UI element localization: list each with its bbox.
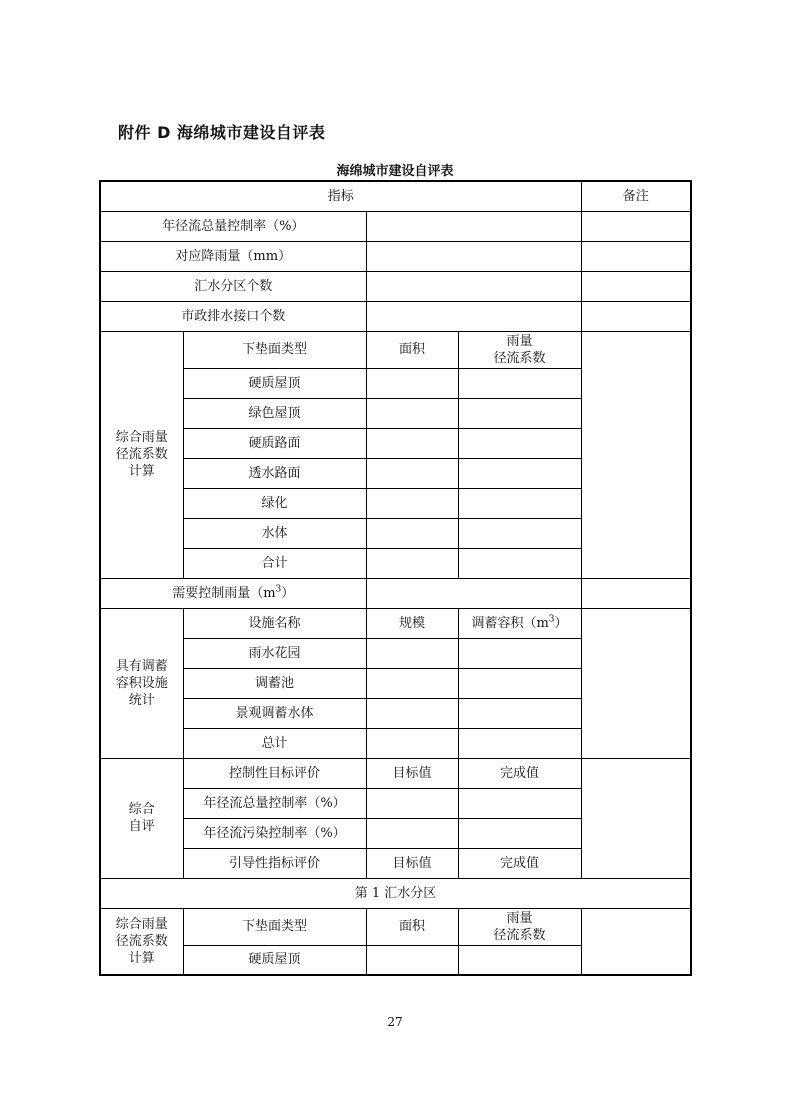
summary-value-cell[interactable] (366, 301, 581, 331)
target-value-header: 目标值 (366, 758, 458, 788)
evaluation-name: 控制性目标评价 (183, 758, 366, 788)
area-cell[interactable] (366, 458, 458, 488)
surface-type: 绿色屋顶 (183, 398, 366, 428)
coefficient-cell[interactable] (458, 945, 581, 975)
evaluation-name: 年径流总量控制率（%） (183, 788, 366, 818)
runoff-header-row (100, 331, 691, 368)
area-cell[interactable] (366, 488, 458, 518)
zone-runoff-header-row (100, 908, 691, 945)
table-header-row (100, 181, 691, 211)
storage-header-row (100, 608, 691, 638)
table-title: 海绵城市建设自评表 (336, 164, 454, 179)
completed-value-header: 完成值 (458, 848, 581, 878)
evaluation-section-label: 综合 自评 (100, 758, 183, 878)
coefficient-cell[interactable] (458, 368, 581, 398)
scale-header: 规模 (366, 608, 458, 638)
surface-type: 绿化 (183, 488, 366, 518)
summary-value-cell[interactable] (366, 241, 581, 271)
area-cell[interactable] (366, 518, 458, 548)
control-volume-cell[interactable] (366, 578, 581, 608)
surface-type-header: 下垫面类型 (183, 908, 366, 945)
runoff-coefficient-header: 雨量 径流系数 (458, 331, 581, 368)
coefficient-cell[interactable] (458, 428, 581, 458)
scale-cell[interactable] (366, 668, 458, 698)
control-volume-row (100, 578, 691, 608)
remarks-cell[interactable] (581, 758, 691, 878)
self-evaluation-table (99, 180, 692, 976)
storage-section-label: 具有调蓄 容积设施 统计 (100, 608, 183, 758)
evaluation-name: 引导性指标评价 (183, 848, 366, 878)
evaluation-name: 年径流污染控制率（%） (183, 818, 366, 848)
coefficient-cell[interactable] (458, 488, 581, 518)
surface-total-label: 合计 (183, 548, 366, 578)
zone-header-row (100, 878, 691, 908)
surface-type: 硬质路面 (183, 428, 366, 458)
area-cell[interactable] (366, 548, 458, 578)
facility-total-label: 总计 (183, 728, 366, 758)
completed-value-cell[interactable] (458, 818, 581, 848)
area-cell[interactable] (366, 945, 458, 975)
summary-row (100, 271, 691, 301)
remarks-cell[interactable] (581, 271, 691, 301)
facility-name-header: 设施名称 (183, 608, 366, 638)
evaluation-row (100, 758, 691, 788)
area-cell[interactable] (366, 398, 458, 428)
surface-type: 硬质屋顶 (183, 945, 366, 975)
summary-row (100, 301, 691, 331)
target-value-cell[interactable] (366, 818, 458, 848)
remarks-cell[interactable] (581, 211, 691, 241)
volume-cell[interactable] (458, 728, 581, 758)
runoff-coefficient-header: 雨量 径流系数 (458, 908, 581, 945)
scale-cell[interactable] (366, 638, 458, 668)
volume-cell[interactable] (458, 698, 581, 728)
remarks-cell[interactable] (581, 578, 691, 608)
area-cell[interactable] (366, 368, 458, 398)
coefficient-cell[interactable] (458, 548, 581, 578)
storage-volume-header: 调蓄容积$(m^3)$ (458, 608, 581, 638)
surface-type: 水体 (183, 518, 366, 548)
area-header: 面积 (366, 908, 458, 945)
scale-cell[interactable] (366, 728, 458, 758)
remarks-cell[interactable] (581, 241, 691, 271)
completed-value-header: 完成值 (458, 758, 581, 788)
summary-label: 汇水分区个数 (100, 271, 366, 301)
zone-header: 第 1 汇水分区 (100, 878, 691, 908)
summary-row (100, 211, 691, 241)
area-cell[interactable] (366, 428, 458, 458)
coefficient-cell[interactable] (458, 458, 581, 488)
remarks-cell[interactable] (581, 908, 691, 975)
surface-type-header: 下垫面类型 (183, 331, 366, 368)
control-volume-label: 需要控制雨量$(m^3)$ (100, 578, 366, 608)
remarks-cell[interactable] (581, 331, 691, 578)
appendix-heading: 附件 D 海绵城市建设自评表 (118, 123, 326, 142)
target-value-header: 目标值 (366, 848, 458, 878)
summary-value-cell[interactable] (366, 271, 581, 301)
page-number: 27 (387, 1015, 403, 1029)
summary-row (100, 241, 691, 271)
volume-cell[interactable] (458, 668, 581, 698)
scale-cell[interactable] (366, 698, 458, 728)
area-header: 面积 (366, 331, 458, 368)
facility-name: 景观调蓄水体 (183, 698, 366, 728)
summary-label: 对应降雨量（mm） (100, 241, 366, 271)
runoff-section-label: 综合雨量 径流系数 计算 (100, 331, 183, 578)
remarks-header: 备注 (581, 181, 691, 211)
volume-cell[interactable] (458, 638, 581, 668)
zone-runoff-section-label: 综合雨量 径流系数 计算 (100, 908, 183, 975)
facility-name: 雨水花园 (183, 638, 366, 668)
coefficient-cell[interactable] (458, 518, 581, 548)
target-value-cell[interactable] (366, 788, 458, 818)
indicator-header: 指标 (100, 181, 581, 211)
summary-value-cell[interactable] (366, 211, 581, 241)
surface-type: 透水路面 (183, 458, 366, 488)
remarks-cell[interactable] (581, 608, 691, 758)
summary-label: 市政排水接口个数 (100, 301, 366, 331)
surface-type: 硬质屋顶 (183, 368, 366, 398)
facility-name: 调蓄池 (183, 668, 366, 698)
summary-label: 年径流总量控制率（%） (100, 211, 366, 241)
remarks-cell[interactable] (581, 301, 691, 331)
completed-value-cell[interactable] (458, 788, 581, 818)
coefficient-cell[interactable] (458, 398, 581, 428)
